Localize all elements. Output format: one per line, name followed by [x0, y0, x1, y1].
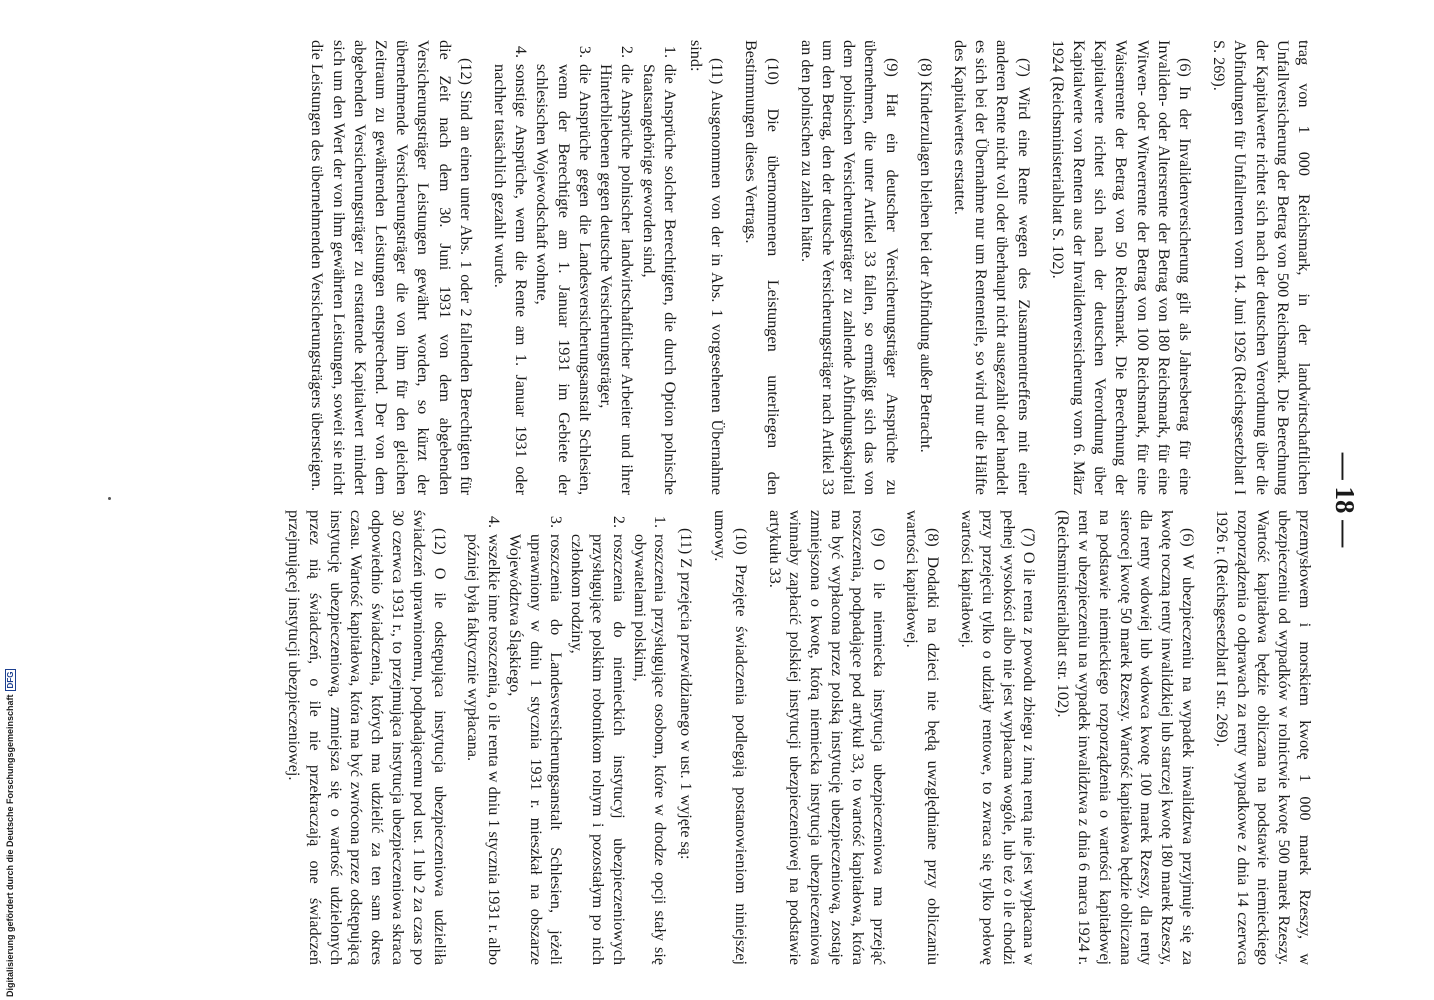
list-item-text: roszczenia przysługujące osobom, które w drodze opcji stały się obywatelami polskimi, — [630, 534, 669, 965]
german-paragraph-6: (6) In der Invalidenversicherung gilt als Jahresbetrag für eine Invaliden- oder Altersrente der Betrag von 180 Reichsmark, für eine Witwen- oder Witwerrente der Betrag von 100 Reichsmark, für eine Waisenrente der Betrag von 50 Reichsmark. Die Berechnung der Kapitalwerte richtet sich nach der deutschen Verordnung über Kapitalwerte von Renten aus der Invalidenversicherung vom 6. März 1924 (Reichsministerialblatt S. 102). — [1048, 40, 1194, 495]
list-item-number: 1. — [651, 515, 669, 528]
german-text-column — [293, 40, 1314, 495]
list-item — [628, 510, 670, 965]
list-item-number: 2. — [618, 45, 637, 58]
list-item — [462, 510, 504, 965]
scan-margin-mark — [108, 497, 111, 500]
german-paragraph-9: (9) Hat ein deutscher Versicherungsträger Ansprüche zu übernehmen, die unter Artikel 33 fallen, so ermäßigt sich das von dem polnischen Versicherungsträger zu zahlende Abfindungskapital um den Betrag, den der deutsche Versicherungsträger nach Artikel 33 an den polnischen zu zahlen hätte. — [797, 40, 901, 495]
german-paragraph-11: (11) Ausgenommen von der in Abs. 1 vorgesehenen Übernahme sind: — [686, 40, 727, 495]
german-paragraph-8: (8) Kinderzulagen bleiben bei der Abfindung außer Betracht. — [916, 58, 935, 453]
german-paragraph-12: (12) Sind an einen unter Abs. 1 oder 2 fallenden Berechtigten für die Zeit nach dem 30. Juni 1931 von dem abgebenden Versicherungsträger Leistungen gewährt worden, so kürzt der übernehmende Versicherungsträger die von ihm für den gleichen Zeitraum zu gewährenden Leistungen entsprechend. Der von dem abgebenden Versicherungsträger zu erstattende Kapitalwert mindert sich um den Wert der von ihm gewährten Leistungen, soweit sie nicht die Leistungen des übernehmenden Versicherungsträgers übersteigen. — [308, 40, 475, 495]
list-item-text: die Ansprüche solcher Berechtigten, die durch Option polnische Staatsangehörige geworden sind, — [639, 64, 679, 495]
dfg-logo-icon: DFG — [5, 669, 16, 692]
polish-paragraph-7: (7) O ile renta z powodu zbiegu z inną rentą nie jest wypłacana w pełnej wysokości albo nie jest wypłacana wogóle, lub też o ile chodzi przy przejęciu tylko o udziały rentowe, to zwraca się tylko połowę wartości kapitałowej. — [958, 510, 1038, 965]
list-item-text: die Ansprüche polnischer landwirtschaftlicher Arbeiter und ihrer Hinterbliebenen gegen deutsche Versicherungsträger, — [597, 64, 637, 495]
list-item-text: roszczenia do niemieckich instytucyj ubezpieczeniowych przysługujące polskim robotnikom rolnym i pozostałym po nich członkom rodziny, — [568, 534, 627, 965]
list-item-number: 3. — [575, 45, 594, 58]
polish-paragraph-10: (10) Przejęte świadczenia podlegają postanowieniom niniejszej umowy. — [711, 510, 749, 965]
list-item-text: roszczenia do Landesversicherungsanstalt Schlesien, jeżeli uprawniony w dniu 1 stycznia 1931 r. mieszkał na obszarze Województwa Śląskiego, — [505, 534, 565, 965]
german-exception-list — [489, 40, 680, 495]
list-item-text: wszelkie inne roszczenia, o ile renta w dniu 1 stycznia 1931 r. albo później była faktycznie wypłacana. — [464, 534, 503, 965]
polish-paragraph-6: (6) W ubezpieczeniu na wypadek inwalidztwa przyjmuje się za kwotę roczną renty inwalidzkiej lub starczej kwotę 180 marek Rzeszy, dla renty wdowiej lub wdowca kwotę 100 marek Rzeszy, dla renty sierocej kwotę 50 marek Rzeszy. Wartość kapitałowa będzie obliczana na podstawie niemieckiego rozporządzenia o wartości kapitałowej rent w ubezpieczeniu na wypadek inwalidztwa z dnia 6 marca 1924 r. (Reichsministerialblatt str. 102). — [1054, 510, 1197, 965]
polish-paragraph-9: (9) O ile niemiecka instytucja ubezpieczeniowa ma przejąć roszczenia, podpadające pod artykuł 33, to wartość kapitałowa, która ma być wypłacona przez polską instytucję ubezpieczeniową, zostaje zmniejszona o kwotę, którą niemiecka instytucja ubezpieczeniowa winnaby zapłacić polskiej instytucji ubezpieczeniowej na podstawie artykułu 33. — [765, 510, 887, 965]
german-paragraph-continued: trag von 1 000 Reichsmark, in der landwirtschaftlichen Unfallversicherung der Betrag von 500 Reichsmark. Die Berechnung der Kapitalwerte richtet sich nach der deutschen Verordnung über die Abfindungen für Unfallrenten vom 14. Juni 1926 (Reichsgesetzblatt I S. 269). — [1210, 40, 1313, 495]
polish-exception-list — [462, 510, 670, 965]
list-item — [637, 40, 679, 495]
list-item-number: 3. — [547, 515, 565, 528]
list-item-number: 4. — [485, 515, 503, 528]
list-item-number: 2. — [609, 515, 627, 528]
polish-paragraph-continued: przemysłowem i morskiem kwotę 1 000 marek Rzeszy, w ubezpieczeniu od wypadków w rolnictwie kwotę 500 marek Rzeszy. Wartość kapitałowa będzie obliczana na podstawie niemieckiego rozporządzenia o odprawach za renty wypadkowe z dnia 14 czerwca 1926 r. (Reichsgesetzblatt I str. 269). — [1212, 510, 1313, 965]
list-item — [531, 40, 595, 495]
polish-paragraph-11: (11) Z przejęcia przewidzianego w ust. 1 wyjęte są: — [677, 528, 695, 860]
polish-text-column — [269, 510, 1314, 965]
list-item — [503, 510, 565, 965]
polish-paragraph-8: (8) Dodatki na dzieci nie będą uwzględniane przy obliczaniu wartości kapitałowej. — [903, 510, 942, 965]
list-item-text: die Ansprüche gegen die Landesversicherungsanstalt Schlesien, wenn der Berechtigte am 1. Januar 1931 im Gebiete der schlesischen Wojewodschaft wohnte, — [533, 64, 594, 495]
german-paragraph-10: (10) Die übernommenen Leistungen unterliegen den Bestimmungen dieses Vertrags. — [742, 40, 782, 495]
polish-paragraph-12: (12) O ile odstępująca instytucja ubezpieczeniowa udzieliła świadczeń uprawnionemu, podpadającemu pod ust. 1 lub 2 za czas po 30 czerwca 1931 r., to przejmująca instytucja ubezpieczeniowa skraca odpowiednio świadczenia, których ma udzielić za ten sam okres czasu. Wartość kapitałowa, która ma być zwrócona przez odstępującą instytucję ubezpieczeniową, zmniejsza się o wartość udzielonych przez nią świadczeń, o ile nie przekraczają one świadczeń przejmującej instytucji ubezpieczeniowej. — [284, 510, 448, 965]
list-item-number: 1. — [660, 45, 679, 58]
list-item-number: 4. — [512, 45, 531, 58]
list-item — [489, 40, 531, 495]
list-item — [595, 40, 637, 495]
credit-text: Digitalisierung gefördert durch die Deutsche Forschungsgemeinschaft — [5, 694, 15, 997]
german-paragraph-7: (7) Wird eine Rente wegen des Zusammentreffens mit einer anderen Rente nicht voll oder überhaupt nicht ausgezahlt oder handelt es sich bei der Übernahme nur um Rententeile, so wird nur die Hälfte des Kapitalwertes erstattet. — [950, 40, 1033, 495]
list-item-text: sonstige Ansprüche, wenn die Rente am 1. Januar 1931 oder nachher tatsächlich gezahlt wurde. — [491, 64, 531, 495]
digitization-credit — [5, 669, 16, 997]
page-number: — 18 — — [1330, 452, 1360, 548]
list-item — [566, 510, 628, 965]
